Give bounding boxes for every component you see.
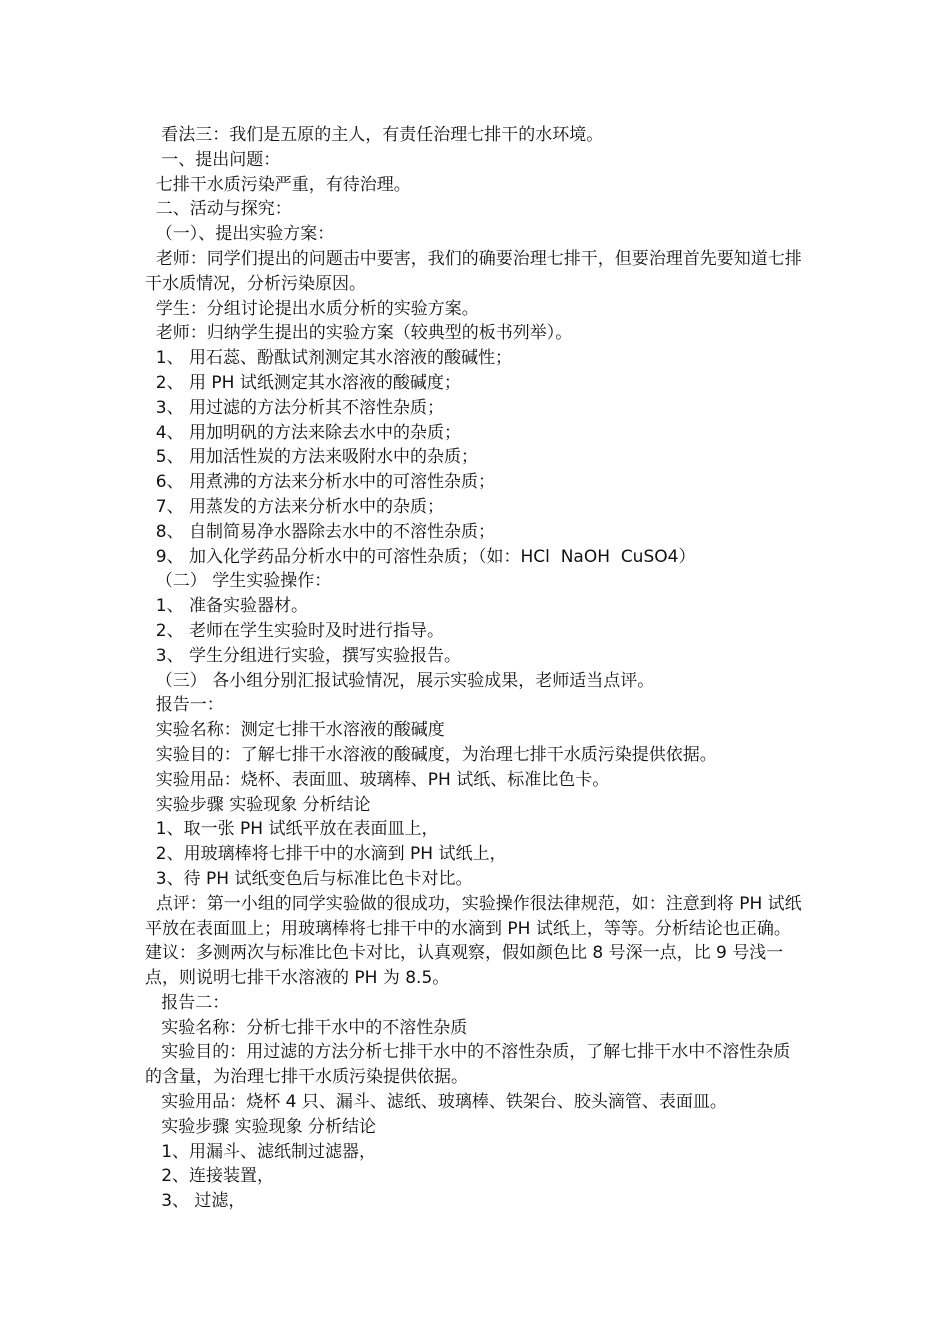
report-title: 报告二： (145, 992, 230, 1013)
list-item: 7、 用蒸发的方法来分析水中的杂质； (145, 496, 445, 517)
report-columns: 实验步骤 实验现象 分析结论 (145, 1116, 377, 1137)
step-item: 2、用玻璃棒将七排干中的水滴到 PH 试纸上， (145, 844, 507, 865)
paragraph: 七排干水质污染严重，有待治理。 (145, 174, 411, 195)
report-title: 报告一： (145, 695, 224, 716)
report-field: 实验用品：烧杯、表面皿、玻璃棒、PH 试纸、标准比色卡。 (145, 769, 610, 790)
paragraph-teacher: 老师：同学们提出的问题击中要害，我们的确要治理七排干，但要治理首先要知道七排干水质情况，分析污染原因。 (145, 248, 802, 294)
step-item: 3、 过滤， (145, 1191, 246, 1212)
list-item: 6、 用煮沸的方法来分析水中的可溶性杂质； (145, 472, 496, 493)
list-item: 4、 用加明矾的方法来除去水中的杂质； (145, 422, 462, 443)
report-field: 实验目的：用过滤的方法分析七排干水中的不溶性杂质，了解七排干水中不溶性杂质的含量，为治理七排干水质污染提供依据。 (145, 1042, 791, 1088)
step-item: 1、用漏斗、滤纸制过滤器， (145, 1141, 377, 1162)
paragraph-student: 学生：分组讨论提出水质分析的实验方案。 (145, 298, 479, 319)
list-item: 3、 用过滤的方法分析其不溶性杂质； (145, 397, 445, 418)
report-field: 实验用品：烧杯 4 只、漏斗、滤纸、玻璃棒、铁架台、胶头滴管、表面皿。 (145, 1092, 727, 1113)
heading-activity: 二、活动与探究： (145, 199, 292, 220)
report-field: 实验目的：了解七排干水溶液的酸碱度，为治理七排干水质污染提供依据。 (145, 744, 717, 765)
step-item: 3、待 PH 试纸变色后与标准比色卡对比。 (145, 868, 473, 889)
list-item: 1、 用石蕊、酚酞试剂测定其水溶液的酸碱性； (145, 348, 513, 369)
subheading-operation: （二） 学生实验操作： (145, 571, 332, 592)
list-item: 5、 用加活性炭的方法来吸附水中的杂质； (145, 447, 479, 468)
list-item: 9、 加入化学药品分析水中的可溶性杂质；（如：HCl NaOH CuSO4） (145, 546, 696, 567)
list-item: 1、 准备实验器材。 (145, 596, 309, 617)
subheading-plan: （一）、提出实验方案： (145, 224, 335, 245)
report-columns: 实验步骤 实验现象 分析结论 (145, 794, 371, 815)
step-item: 2、连接装置， (145, 1166, 275, 1187)
paragraph-teacher: 老师：归纳学生提出的实验方案（较典型的板书列举）。 (145, 323, 573, 344)
paragraph-comment: 点评：第一小组的同学实验做的很成功，实验操作很法律规范，如：注意到将 PH 试纸平放在表面皿上；用玻璃棒将七排干中的水滴到 PH 试纸上，等等。分析结论也正确。建议：多测两次与标准比色卡对比，认真观察，假如颜色比 8 号深一点，比 9 号浅一点，则说明七排干水溶液的 PH 为 8.5。 (145, 893, 802, 989)
list-item: 2、 用 PH 试纸测定其水溶液的酸碱度； (145, 372, 461, 393)
report-field: 实验名称：测定七排干水溶液的酸碱度 (145, 720, 445, 741)
heading-propose-question: 一、提出问题： (145, 149, 281, 170)
list-item: 2、 老师在学生实验时及时进行指导。 (145, 620, 445, 641)
list-item: 8、 自制简易净水器除去水中的不溶性杂质； (145, 521, 496, 542)
step-item: 1、取一张 PH 试纸平放在表面皿上， (145, 819, 439, 840)
paragraph: 看法三：我们是五原的主人，有责任治理七排干的水环境。 (145, 125, 604, 145)
document-body (145, 123, 805, 1214)
list-item: 3、 学生分组进行实验，撰写实验报告。 (145, 645, 462, 666)
report-field: 实验名称：分析七排干水中的不溶性杂质 (145, 1017, 468, 1038)
subheading-report: （三） 各小组分别汇报试验情况，展示实验成果，老师适当点评。 (145, 670, 655, 691)
